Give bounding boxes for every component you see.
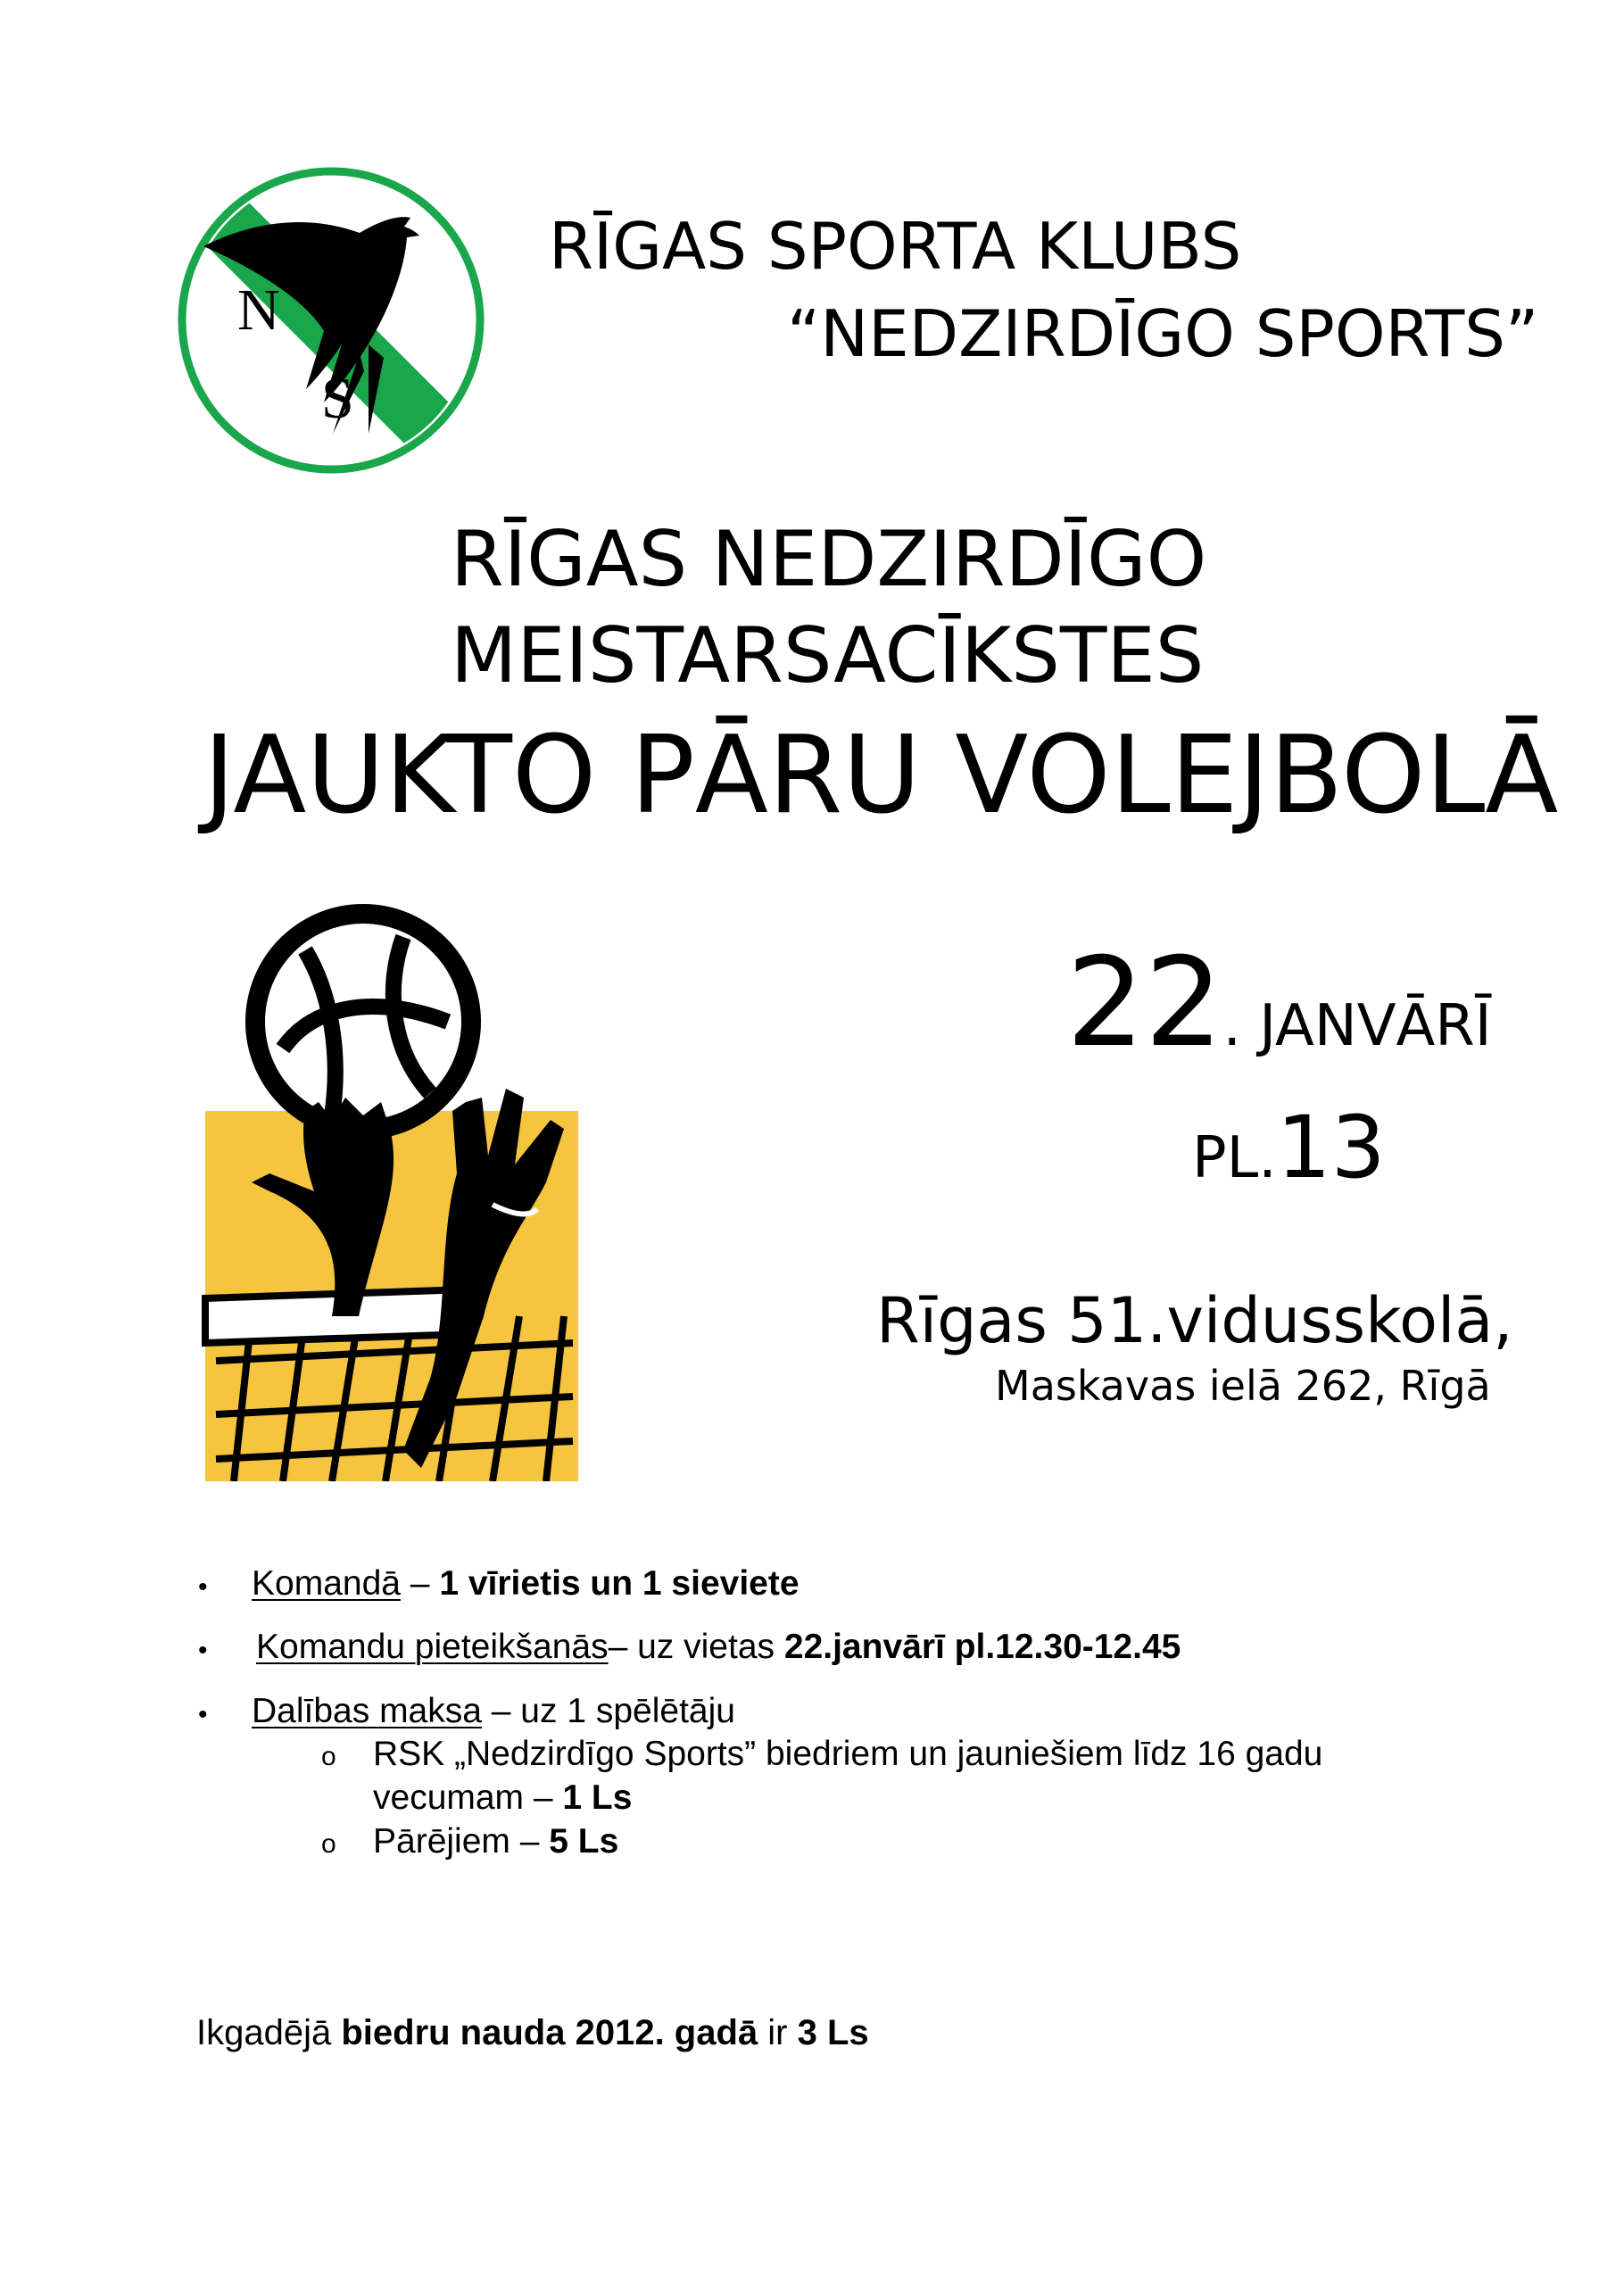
- event-date: [1066, 931, 1492, 1074]
- sub-bullet-icon: o: [321, 1829, 336, 1859]
- club-name-line1: RĪGAS SPORTA KLUBS: [549, 209, 1242, 284]
- event-month: . JANVĀRĪ: [1222, 993, 1492, 1059]
- annual-fee-part3: ir: [758, 2013, 798, 2052]
- info-item-fee: [252, 1694, 735, 1728]
- logo-letter-n: N: [237, 278, 280, 343]
- info-subitem-members-cont: [373, 1780, 632, 1815]
- event-time-prefix: PL.: [1192, 1125, 1277, 1191]
- info-item-team-label: Komandā: [252, 1564, 401, 1603]
- info-subitem-members: [373, 1737, 1322, 1771]
- info-item-registration-sep: – uz vietas: [608, 1628, 784, 1666]
- info-subitem-others: [373, 1824, 618, 1859]
- info-subitem-members-value: 1 Ls: [562, 1778, 633, 1817]
- title-line1: RĪGAS NEDZIRDĪGO: [451, 515, 1207, 604]
- sub-bullet-icon: o: [321, 1742, 336, 1771]
- event-venue: Rīgas 51.vidusskolā,: [876, 1284, 1513, 1357]
- info-item-team: [252, 1566, 800, 1601]
- info-item-fee-text: – uz 1 spēlētāju: [481, 1692, 735, 1730]
- event-time: [1192, 1098, 1386, 1198]
- annual-fee-amount: 3 Ls: [797, 2013, 869, 2052]
- info-item-registration-value: 22.janvārī pl.12.30-12.45: [783, 1628, 1181, 1666]
- event-day: 22: [1066, 931, 1223, 1074]
- info-item-registration-label: Komandu pieteikšanās: [256, 1628, 609, 1666]
- info-item-registration: [256, 1629, 1181, 1664]
- volleyball-illustration: [198, 897, 591, 1481]
- info-subitem-members-line1: RSK „Nedzirdīgo Sports” biedriem un jauniešiem līdz 16 gadu: [373, 1735, 1323, 1773]
- event-time-value: 13: [1276, 1098, 1386, 1198]
- info-subitem-members-line2: vecumam –: [373, 1778, 563, 1817]
- info-item-team-value: 1 vīrietis un 1 sieviete: [439, 1564, 800, 1603]
- event-address: Maskavas ielā 262, Rīgā: [995, 1362, 1491, 1410]
- info-item-team-sep: –: [400, 1564, 440, 1603]
- info-subitem-others-value: 5 Ls: [549, 1822, 619, 1861]
- club-logo: [177, 166, 485, 475]
- bullet-icon: •: [198, 1700, 208, 1729]
- title-line3: JAUKTO PĀRU VOLEJBOLĀ: [203, 714, 1559, 838]
- annual-fee-note: [196, 2015, 869, 2051]
- volleyball-icon: [245, 904, 481, 1140]
- bullet-icon: •: [198, 1572, 208, 1602]
- bullet-icon: •: [198, 1636, 208, 1665]
- annual-fee-part2: biedru nauda 2012. gadā: [341, 2013, 758, 2052]
- annual-fee-part1: Ikgadējā: [196, 2013, 342, 2052]
- info-item-fee-label: Dalības maksa: [252, 1692, 482, 1730]
- title-line2: MEISTARSACĪKSTES: [451, 611, 1205, 700]
- club-name-line2: “NEDZIRDĪGO SPORTS”: [787, 296, 1539, 371]
- logo-letter-s: S: [321, 366, 354, 431]
- info-subitem-others-text: Pārējiem –: [373, 1822, 550, 1861]
